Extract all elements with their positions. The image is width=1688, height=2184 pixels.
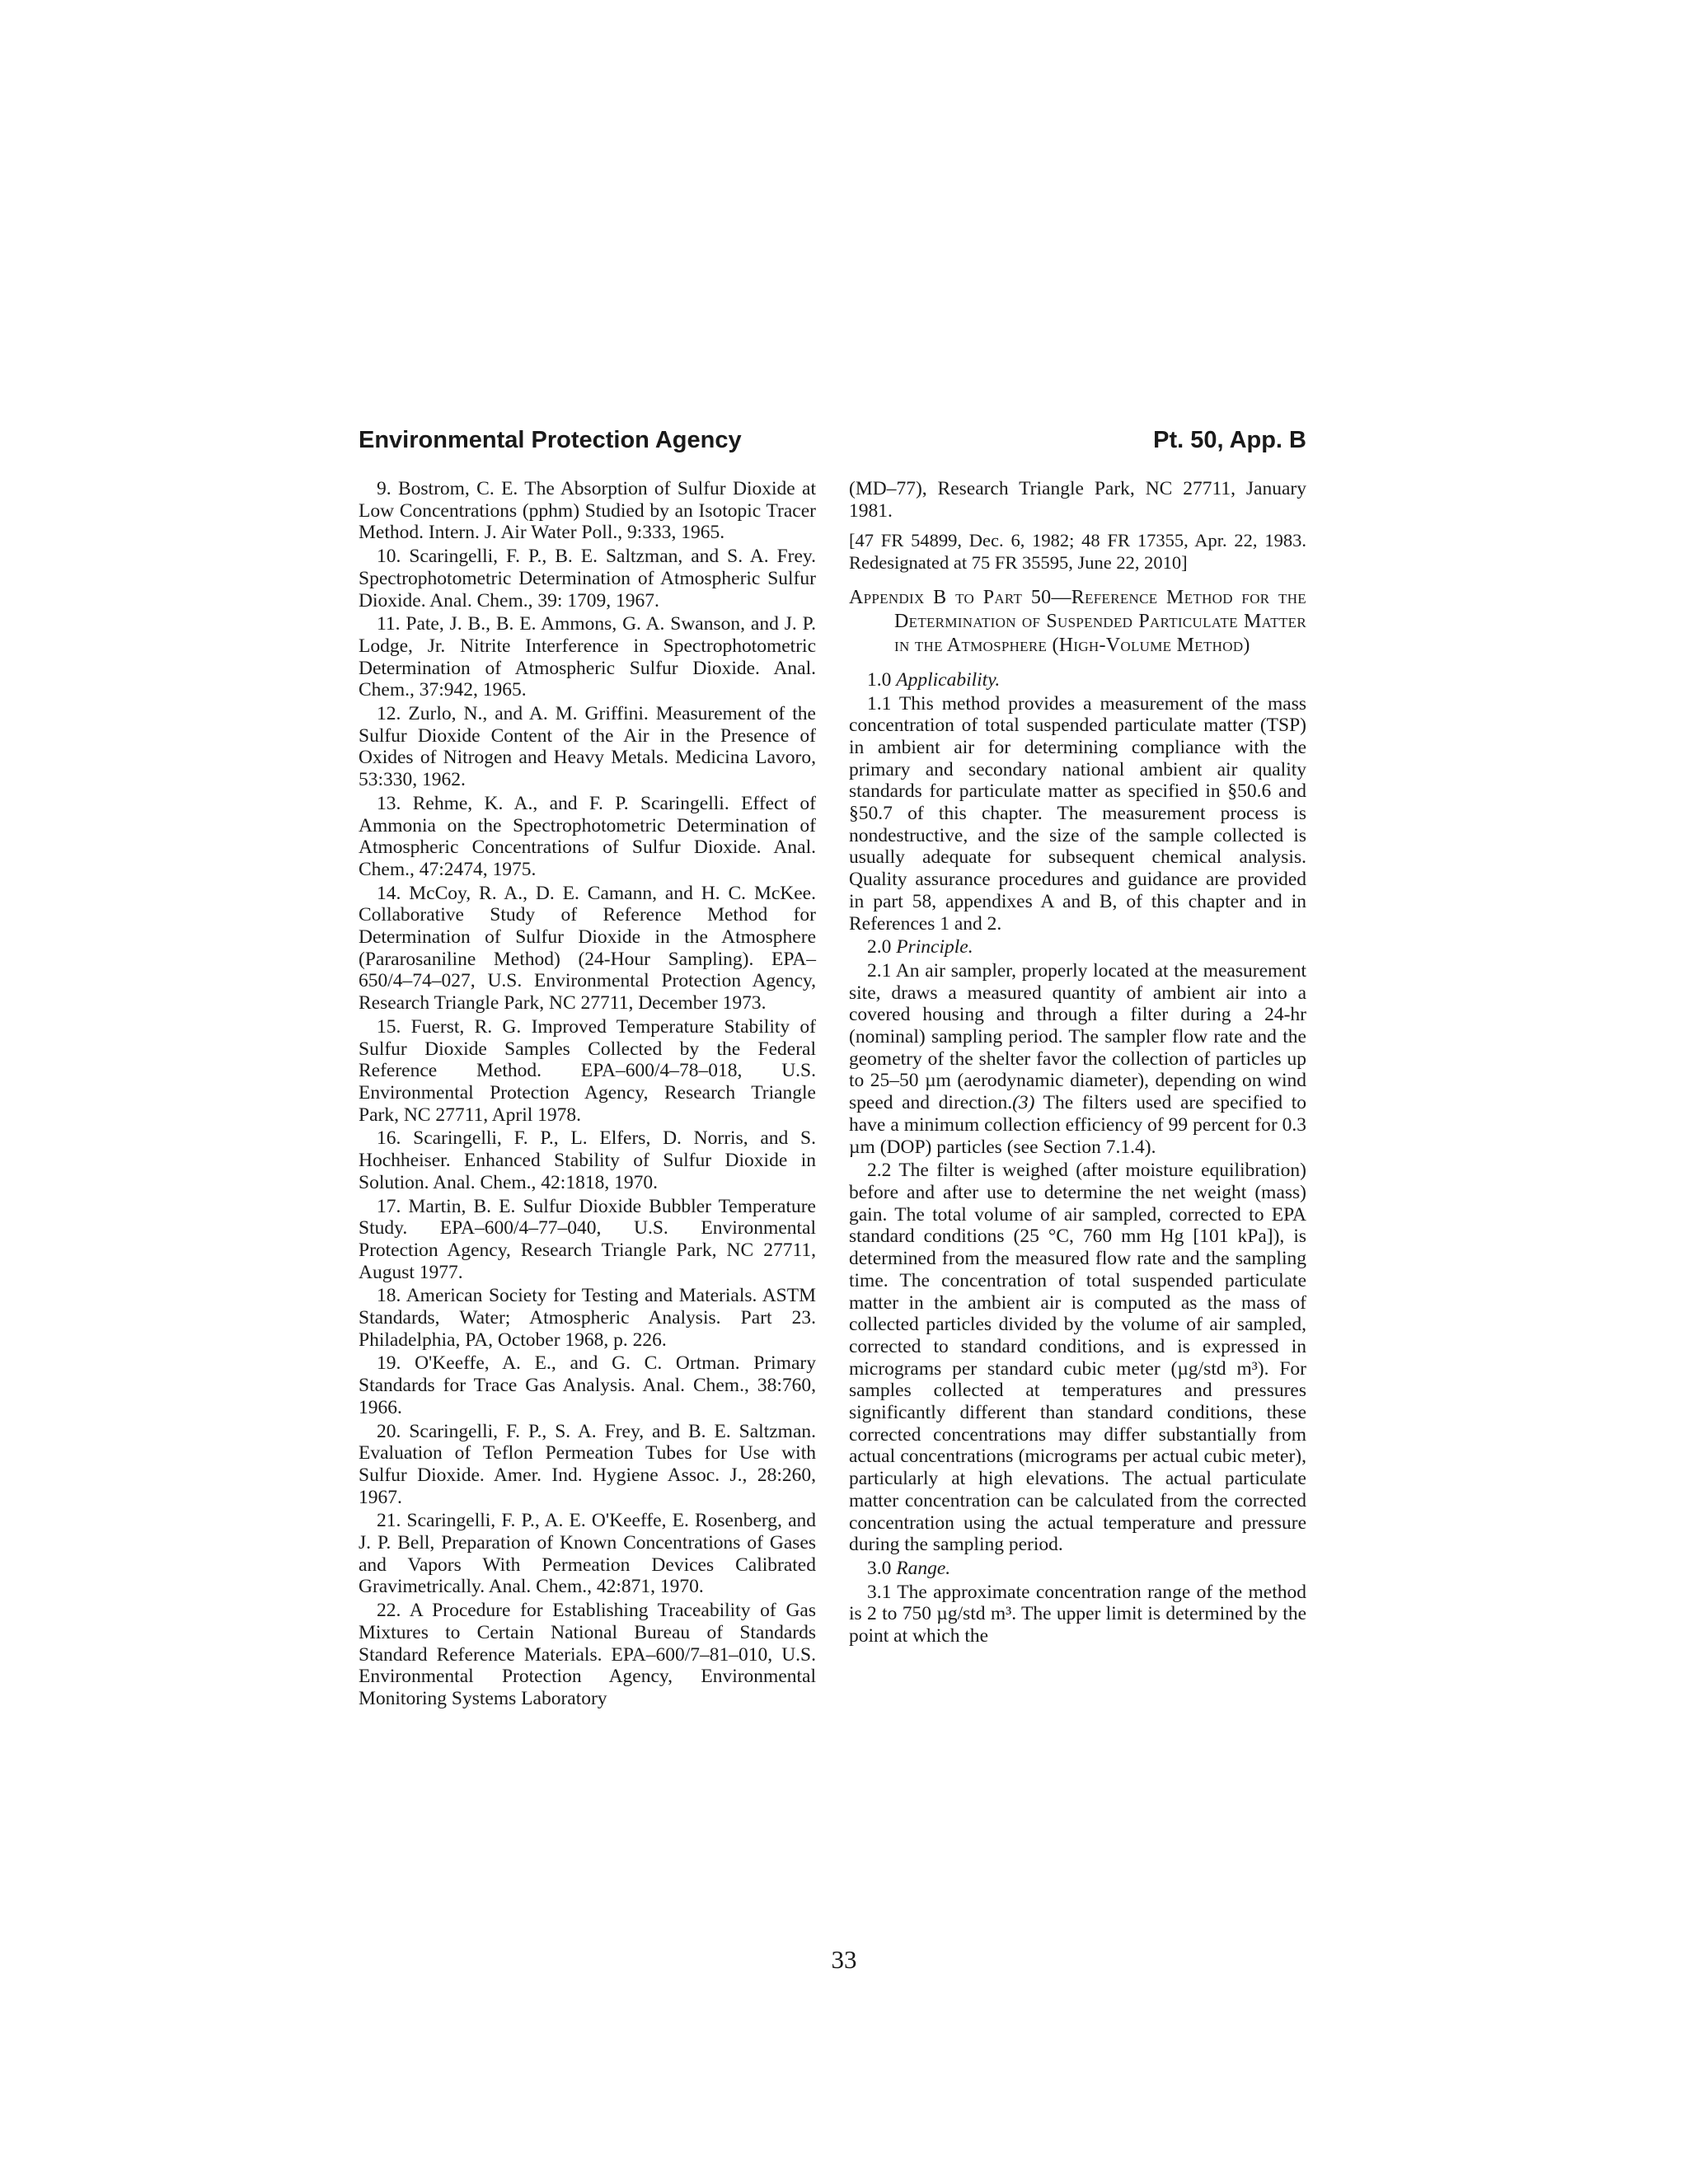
reference-item: 11. Pate, J. B., B. E. Ammons, G. A. Swanson, and J. P. Lodge, Jr. Nitrite Interference in Spectrophotometric Determination of Atmospheric Sulfur Dioxide. Anal. Chem., 37:942, 1965. <box>359 613 816 701</box>
section-heading-principle <box>849 936 1306 958</box>
running-header <box>359 427 1306 460</box>
reference-item: 18. American Society for Testing and Materials. ASTM Standards, Water; Atmospheric Analysis. Part 23. Philadelphia, PA, October 1968, p. 226. <box>359 1285 816 1351</box>
reference-item: 20. Scaringelli, F. P., S. A. Frey, and B. E. Saltzman. Evaluation of Teflon Permeation Tubes for Use with Sulfur Dioxide. Amer. Ind. Hygiene Assoc. J., 28:260, 1967. <box>359 1420 816 1508</box>
reference-item: 17. Martin, B. E. Sulfur Dioxide Bubbler Temperature Study. EPA–600/4–77–040, U.S. Environmental Protection Agency, Research Triangle Park, NC 27711, August 1977. <box>359 1195 816 1283</box>
section-heading-applicability <box>849 669 1306 691</box>
paragraph-2-1 <box>849 960 1306 1158</box>
section-title: Range. <box>896 1557 951 1579</box>
reference-item: 13. Rehme, K. A., and F. P. Scaringelli. Effect of Ammonia on the Spectrophotometric Determination of Atmospheric Concentrations of Sulfur Dioxide. Anal. Chem., 47:2474, 1975. <box>359 792 816 880</box>
reference-item: 12. Zurlo, N., and A. M. Griffini. Measurement of the Sulfur Dioxide Content of the Air in the Presence of Oxides of Nitrogen and Heavy Metals. Medicina Lavoro, 53:330, 1962. <box>359 703 816 791</box>
section-heading-range <box>849 1558 1306 1580</box>
reference-item: 21. Scaringelli, F. P., A. E. O'Keeffe, E. Rosenberg, and J. P. Bell, Preparation of Known Concentrations of Gases and Vapors With Permeation Devices Calibrated Gravimetrically. Anal. Chem., 42:871, 1970. <box>359 1510 816 1598</box>
reference-item: 15. Fuerst, R. G. Improved Temperature Stability of Sulfur Dioxide Samples Collected by the Federal Reference Method. EPA–600/4–78–018, U.S. Environmental Protection Agency, Research Triangle Park, NC 27711, April 1978. <box>359 1015 816 1126</box>
part-reference: Pt. 50, App. B <box>1153 427 1306 453</box>
left-column <box>359 478 816 1712</box>
section-title: Applicability. <box>896 668 1001 691</box>
page-number: 33 <box>831 1945 857 1974</box>
paragraph-3-1: 3.1 The approximate concentration range of the method is 2 to 750 µg/std m³. The upper limit is determined by the point at which the <box>849 1581 1306 1647</box>
reference-marker: (3) <box>1012 1092 1035 1114</box>
paragraph-text: The filters used are specified to have a minimum collection efficiency of 99 percent for 0.3 µm (DOP) particles (see Section 7.1.4). <box>849 1092 1306 1158</box>
section-title: Principle. <box>896 936 973 958</box>
agency-name: Environmental Protection Agency <box>359 427 742 453</box>
reference-item: 9. Bostrom, C. E. The Absorption of Sulfur Dioxide at Low Concentrations (pphm) Studied by an Isotopic Tracer Method. Intern. J. Air Water Poll., 9:333, 1965. <box>359 478 816 544</box>
right-column <box>849 478 1306 1649</box>
source-citation: [47 FR 54899, Dec. 6, 1982; 48 FR 17355, Apr. 22, 1983. Redesignated at 75 FR 35595, June 22, 2010] <box>849 530 1306 574</box>
paragraph-2-2: 2.2 The filter is weighed (after moisture equilibration) before and after use to determine the net weight (mass) gain. The total volume of air sampled, corrected to EPA standard conditions (25 °C, 760 mm Hg [101 kPa]), is determined from the measured flow rate and the sampling time. The concentration of total suspended particulate matter in the ambient air is computed as the mass of collected particles divided by the volume of air sampled, corrected to standard conditions, and is expressed in micrograms per standard cubic meter (µg/std m³). For samples collected at temperatures and pressures significantly different than standard conditions, these corrected concentrations may differ substantially from actual concentrations (micrograms per actual cubic meter), particularly at high elevations. The actual particulate matter concentration can be calculated from the corrected concentration using the actual temperature and pressure during the sampling period. <box>849 1160 1306 1556</box>
reference-continuation: (MD–77), Research Triangle Park, NC 27711, January 1981. <box>849 478 1306 522</box>
appendix-title: Appendix B to Part 50—Reference Method for the Determination of Suspended Particulate Matter in the Atmosphere (High-Volume Method) <box>849 586 1306 656</box>
reference-item: 14. McCoy, R. A., D. E. Camann, and H. C. McKee. Collaborative Study of Reference Method for Determination of Sulfur Dioxide in the Atmosphere (Pararosaniline Method) (24-Hour Sampling). EPA–650/4–74–027, U.S. Environmental Protection Agency, Research Triangle Park, NC 27711, December 1973. <box>359 882 816 1015</box>
reference-item: 10. Scaringelli, F. P., B. E. Saltzman, and S. A. Frey. Spectrophotometric Determination of Atmospheric Sulfur Dioxide. Anal. Chem., 39: 1709, 1967. <box>359 546 816 612</box>
paragraph-1-1: 1.1 This method provides a measurement of the mass concentration of total suspended particulate matter (TSP) in ambient air for determining compliance with the primary and secondary national ambient air quality standards for particulate matter as specified in §50.6 and §50.7 of this chapter. The measurement process is nondestructive, and the size of the sample collected is usually adequate for subsequent chemical analysis. Quality assurance procedures and guidance are provided in part 58, appendixes A and B, of this chapter and in References 1 and 2. <box>849 692 1306 935</box>
section-number: 2.0 <box>867 936 892 958</box>
reference-item: 22. A Procedure for Establishing Traceability of Gas Mixtures to Certain National Bureau of Standards Standard Reference Materials. EPA–600/7–81–010, U.S. Environmental Protection Agency, Environmental Monitoring Systems Laboratory <box>359 1600 816 1709</box>
section-number: 3.0 <box>867 1557 892 1579</box>
reference-item: 19. O'Keeffe, A. E., and G. C. Ortman. Primary Standards for Trace Gas Analysis. Anal. Chem., 38:760, 1966. <box>359 1352 816 1418</box>
paragraph-text: 2.1 An air sampler, properly located at the measurement site, draws a measured quantity of ambient air into a covered housing and through a filter during a 24-hr (nominal) sampling period. The sampler flow rate and the geometry of the shelter favor the collection of particles up to 25–50 µm (aerodynamic diameter), depending on wind speed and direction. <box>849 959 1306 1114</box>
section-number: 1.0 <box>867 668 892 691</box>
reference-item: 16. Scaringelli, F. P., L. Elfers, D. Norris, and S. Hochheiser. Enhanced Stability of Sulfur Dioxide in Solution. Anal. Chem., 42:1818, 1970. <box>359 1127 816 1193</box>
